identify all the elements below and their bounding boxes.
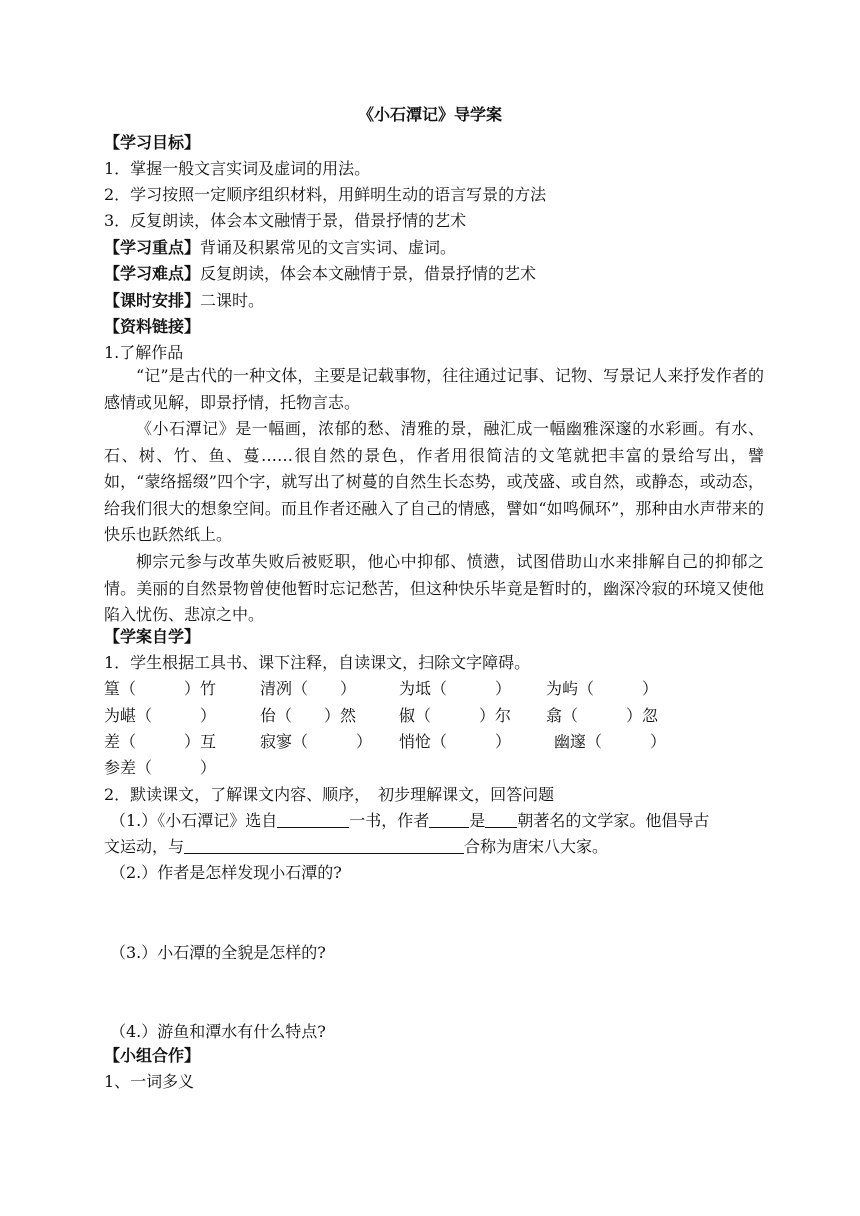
self-study-task-1: 1．学生根据工具书、课下注释，自读课文，扫除文字障碍。: [104, 653, 531, 672]
vocab-item: 翕（ ）忽: [546, 706, 659, 725]
schedule-line: [104, 290, 264, 312]
vocab-item: 清冽（ ）: [260, 679, 357, 698]
question-1-text: 一书，作者: [349, 811, 430, 830]
materials-subheading: 1.了解作品: [104, 343, 184, 362]
question-3: （3.）小石潭的全貌是怎样的?: [110, 943, 326, 962]
schedule-text: 二课时。: [200, 291, 265, 310]
goals-heading: 【学习目标】: [104, 133, 201, 152]
question-1-line-1: [110, 810, 709, 832]
self-study-heading: 【学案自学】: [104, 627, 201, 646]
vocab-item: 佁（ ）然: [260, 706, 357, 725]
vocab-item: 俶（ ）尔: [399, 706, 512, 725]
question-1-text: 朝著名的文学家。他倡导古: [517, 811, 710, 830]
group-item-1: 1、一词多义: [104, 1072, 195, 1091]
difficulties-text: 反复朗读，体会本文融情于景，借景抒情的艺术: [200, 264, 537, 283]
answer-blank-dynasty[interactable]: [485, 811, 517, 828]
question-1-text: 合称为唐宋八大家。: [464, 837, 609, 856]
key-points-label: 【学习重点】: [104, 238, 201, 257]
vocab-item: 为嵁（ ）: [104, 706, 217, 725]
vocab-item: 为坻（ ）: [399, 679, 512, 698]
vocab-item: 为屿（ ）: [546, 679, 659, 698]
question-1-text: （1.）《小石潭记》选自: [110, 811, 278, 830]
materials-paragraph-2: 《小石潭记》是一幅画，浓郁的愁、清雅的景，融汇成一幅幽雅深邃的水彩画。有水、石、树、竹、鱼、蔓……很自然的景色，作者用很简洁的文笔就把丰富的景给写出，譬如，“蒙络摇缀”四个字，就写出了树蔓的自然生长态势，或茂盛、或自然，或静态，或动态，给我们很大的想象空间。而且作者还融入了自己的情感，譬如“如鸣佩环”，那种由水声带来的快乐也跃然纸上。: [104, 419, 764, 544]
vocab-item: 悄怆（ ）: [399, 732, 512, 751]
vocab-item: 篁（ ）竹: [104, 679, 217, 698]
answer-blank-author[interactable]: [429, 811, 469, 828]
goal-item-2: 2．学习按照一定顺序组织材料，用鲜明生动的语言写景的方法: [104, 185, 547, 204]
key-points-text: 背诵及积累常见的文言实词、虚词。: [200, 238, 457, 257]
vocab-item: 寂寥（ ）: [260, 732, 373, 751]
key-points-line: [104, 237, 456, 259]
goal-item-3: 3．反复朗读，体会本文融情于景，借景抒情的艺术: [104, 211, 467, 230]
group-heading: 【小组合作】: [104, 1046, 201, 1065]
page-title: 《小石潭记》导学案: [357, 105, 502, 124]
materials-paragraph-1: “记”是古代的一种文体，主要是记载事物，往往通过记事、记物、写景记人来抒发作者的感情或见解，即景抒情，托物言志。: [104, 366, 764, 412]
answer-blank-peers[interactable]: [184, 837, 464, 854]
difficulties-label: 【学习难点】: [104, 264, 201, 283]
schedule-label: 【课时安排】: [104, 291, 201, 310]
question-1-text: 是: [469, 811, 486, 830]
question-4: （4.）游鱼和潭水有什么特点?: [110, 1022, 326, 1041]
vocab-item: 参差（ ）: [104, 758, 217, 777]
question-1-text: 文运动，与: [104, 837, 185, 856]
answer-blank-book[interactable]: [277, 811, 349, 828]
vocab-item: 幽邃（ ）: [554, 732, 667, 751]
question-2: （2.）作者是怎样发现小石潭的?: [110, 863, 342, 882]
goal-item-1: 1．掌握一般文言实词及虚词的用法。: [104, 159, 371, 178]
question-1-line-2: [104, 836, 608, 858]
materials-heading: 【资料链接】: [104, 317, 201, 336]
vocab-item: 差（ ）互: [104, 732, 217, 751]
difficulties-line: [104, 263, 536, 285]
self-study-task-2: 2．默读课文，了解课文内容、顺序， 初步理解课文，回答问题: [104, 785, 555, 804]
materials-paragraph-3: 柳宗元参与改革失败后被贬职，他心中抑郁、愤懑，试图借助山水来排解自己的抑郁之情。美丽的自然景物曾使他暂时忘记愁苦，但这种快乐毕竟是暂时的，幽深冷寂的环境又使他陷入忧伤、悲凉之中。: [104, 552, 764, 624]
